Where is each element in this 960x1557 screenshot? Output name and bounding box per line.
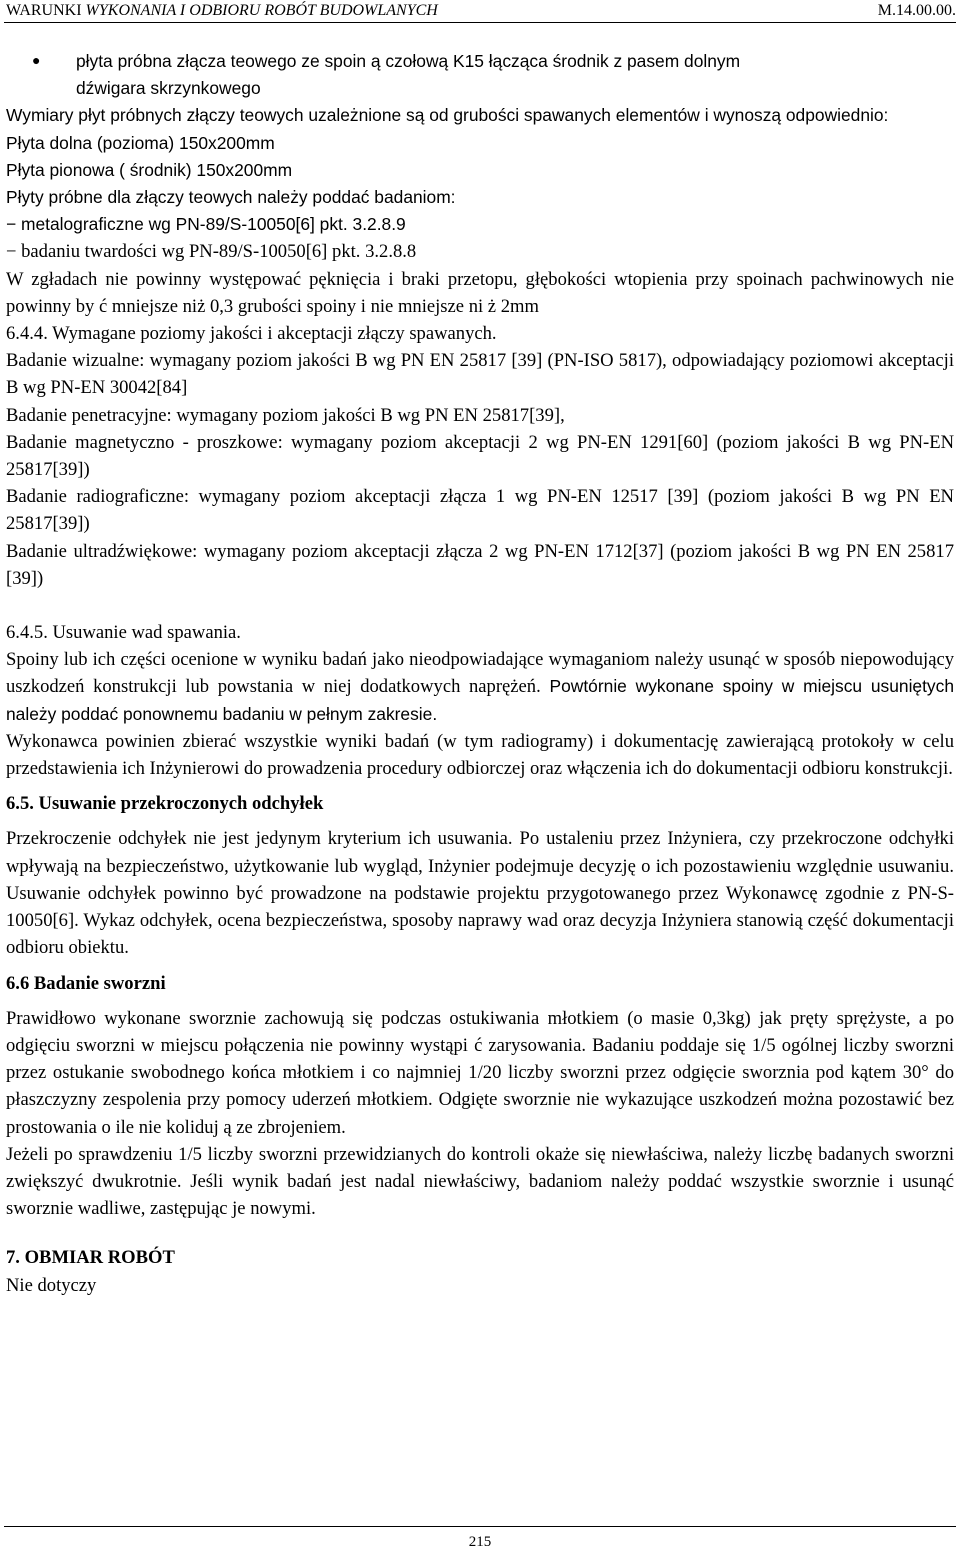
header-code: M.14.00.00. [877,2,956,19]
page-number: 215 [468,1534,492,1550]
ultrasonic-test-text: Badanie ultradźwiękowe: wymagany poziom akceptacji złącza 2 wg PN-EN 1712[37] (poziom jakości B wg PN EN 25817 [39]) [6,540,954,589]
magnetic-test-text: Badanie magnetyczno - proszkowe: wymagany poziom akceptacji 2 wg PN-EN 1291[60] (poziom jakości B wg PN-EN 25817[39]) [6,431,954,481]
test-hardness: − badaniu twardości wg PN-89/S-10050[6] pkt. 3.2.8.8 [6,241,417,263]
studs-paragraph-1: Prawidłowo wykonane sworznie zachowują się podczas ostukiwania młotkiem (o masie 0,3kg) jak pręty sprężyste, a po odgięciu sworzni w miejscu połączenia nie powinny wystąpi ć zarysowania. Badaniu poddaje się 1/5 ogólnej liczby sworzni przez ostukanie swobodnego końca młotkiem i co najmniej 1/20 liczby sworzni przez odgięcie sworznia pod kątem 30° do płaszczyzny zespolenia przy pomocy uderzeń młotkiem. Odgięte sworznie nie wykazujące uszkodzeń można pozostawić bez prostowania o ile nie koliduj ą ze zbrojeniem. [6,1007,954,1138]
plate-vertical-size: Płyta pionowa ( środnik) 150x200mm [6,159,293,180]
header-caps: WARUNKI [6,2,86,19]
visual-test-text: Badanie wizualne: wymagany poziom jakości B wg PN EN 25817 [39] (PN-ISO 5817), odpowiadający poziomowi akceptacji B wg PN-EN 30042[84] [6,350,954,399]
section-heading-65: 6.5. Usuwanie przekroczonych odchyłek [6,793,324,815]
defect-removal-paragraph [6,646,954,728]
dimensions-intro: Wymiary płyt próbnych złączy teowych uzależnione są od grubości spawanych elementów i wynoszą odpowiednio: [6,105,889,126]
studs-paragraph-2: Jeżeli po sprawdzeniu 1/5 liczby sworzni przewidzianych do kontroli okaże się niewłaściwa, należy liczbę badanych sworzni zwiększyć dwukrotnie. Jeśli wynik badań jest nadal niewłaściwy, badaniom należy poddać wszystkie sworznie i usunąć sworznie wadliwe, zastępując je nowymi. [6,1143,954,1220]
page-footer [4,1526,956,1553]
bullet-item [6,48,954,75]
bullet-text-line2: dźwigara skrzynkowego [76,78,261,99]
header-title [6,0,438,22]
header-italic-title: WYKONANIA I ODBIORU ROBÓT BUDOWLANYCH [85,2,438,19]
section-heading-644: 6.4.4. Wymagane poziomy jakości i akceptacji złączy spawanych. [6,323,497,345]
section-7-text: Nie dotyczy [6,1274,97,1296]
tests-intro: Płyty próbne dla złączy teowych należy poddać badaniom: [6,187,456,208]
deviation-paragraph: Przekroczenie odchyłek nie jest jedynym kryterium ich usuwania. Po ustaleniu przez Inżyniera, czy przekroczone odchyłki wpływają na bezpieczeństwo, użytkowanie lub wygląd, Inżynier podejmuje decyzję o ich pozostawieniu względnie usuwaniu. Usuwanie odchyłek powinno być prowadzone na podstawie projektu przygotowanego przez Wykonawcę zgodnie z PN-S-10050[6]. Wykaz odchyłek, ocena bezpieczeństwa, sposoby naprawy wad oraz decyzja Inżyniera stanowią część dokumentacji odbioru obiektu. [6,828,954,959]
section-heading-645: 6.4.5. Usuwanie wad spawania. [6,622,241,644]
document-body [6,48,954,1299]
bullet-icon: ● [32,54,41,69]
radiographic-test-text: Badanie radiograficzne: wymagany poziom akceptacji złącza 1 wg PN-EN 12517 [39] (poziom jakości B wg PN EN 25817[39]) [6,486,954,535]
test-metallographic: − metalograficzne wg PN-89/S-10050[6] pkt. 3.2.8.9 [6,214,406,235]
contractor-paragraph: Wykonawca powinien zbierać wszystkie wyniki badań (w tym radiogramy) i dokumentację zawierającą protokoły w celu przedstawienia ich Inżynierowi do prowadzenia procedury odbiorczej oraz włączenia ich do dokumentacji odbioru konstrukcji. [6,730,954,780]
retest-text: Powtórnie wykonane spoiny w miejscu usuniętych należy poddać ponownemu badaniu w pełnym zakresie. [6,676,954,724]
page-header [4,0,956,23]
section-heading-7: 7. OBMIAR ROBÓT [6,1247,175,1269]
plate-bottom-size: Płyta dolna (pozioma) 150x200mm [6,132,275,153]
section-heading-66: 6.6 Badanie sworzni [6,972,166,994]
penetrant-test-text: Badanie penetracyjne: wymagany poziom jakości B wg PN EN 25817[39], [6,404,565,426]
bullet-text-line1: płyta próbna złącza teowego ze spoin ą czołową K15 łącząca środnik z pasem dolnym [76,51,741,71]
defect-removal-text: Spoiny lub ich części ocenione w wyniku badań jako nieodpowiadające wymaganiom należy usunąć w sposób niepowodujący uszkodzeń konstrukcji lub powstania w niej dodatkowych naprężeń. [6,649,954,698]
cracks-note: W zgładach nie powinny występować pęknięcia i braki przetopu, głębokości wtopienia przy spoinach pachwinowych nie powinny by ć mniejsze niż 0,3 grubości spoiny i nie mniejsze ni ż 2mm [6,268,954,317]
